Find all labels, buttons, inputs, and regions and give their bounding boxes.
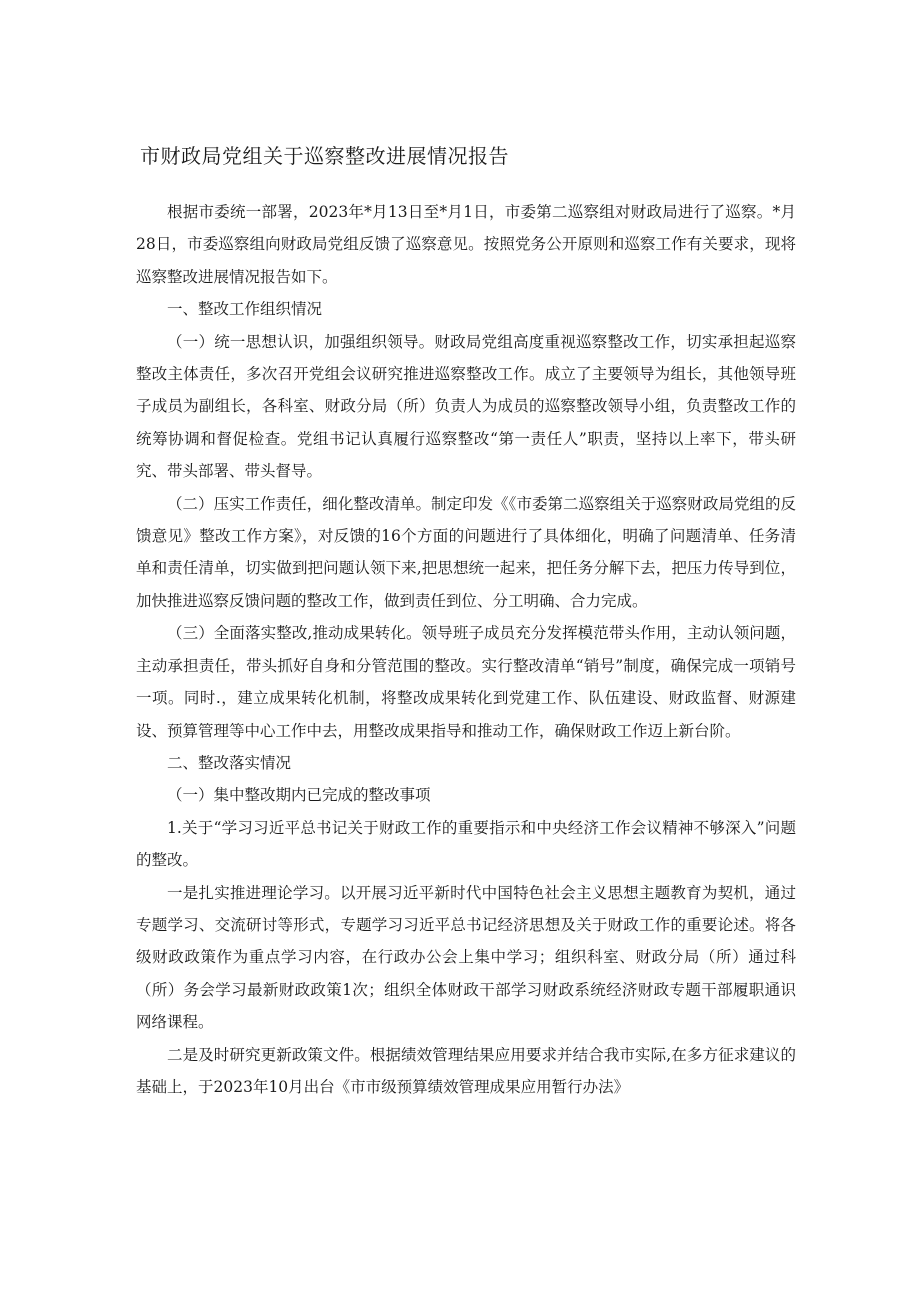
intro-paragraph: 根据市委统一部署，2023年*月13日至*月1日，市委第二巡察组对财政局进行了巡察。*月28日，市委巡察组向财政局党组反馈了巡察意见。按照党务公开原则和巡察工作有关要求，现将巡察整改进展情况报告如下。 xyxy=(136,203,796,286)
section-heading-1: 一、整改工作组织情况 xyxy=(167,300,323,319)
body-paragraph: （一）统一思想认识，加强组织领导。财政局党组高度重视巡察整改工作，切实承担起巡察整改主体责任，多次召开党组会议研究推进巡察整改工作。成立了主要领导为组长，其他领导班子成员为副组长，各科室、财政分局（所）负责人为成员的巡察整改领导小组，负责整改工作的统筹协调和督促检查。党组书记认真履行巡察整改“第一责任人”职责，坚持以上率下，带头研究、带头部署、带头督导。 xyxy=(136,332,796,481)
body-paragraph: 二是及时研究更新政策文件。根据绩效管理结果应用要求并结合我市实际,在多方征求建议的基础上，于2023年10月出台《市市级预算绩效管理成果应用暂行办法》 xyxy=(136,1045,796,1096)
body-paragraph: （二）压实工作责任，细化整改清单。制定印发《《市委第二巡察组关于巡察财政局党组的反馈意见》整改工作方案》，对反馈的16个方面的问题进行了具体细化，明确了问题清单、任务清单和责任清单，切实做到把问题认领下来,把思想统一起来，把任务分解下去，把压力传导到位，加快推进巡察反馈问题的整改工作，做到责任到位、分工明确、合力完成。 xyxy=(136,494,796,610)
document-title: 市财政局党组关于巡察整改进展情况报告 xyxy=(140,144,509,168)
body-paragraph: 一是扎实推进理论学习。以开展习近平新时代中国特色社会主义思想主题教育为契机，通过专题学习、交流研讨等形式，专题学习习近平总书记经济思想及关于财政工作的重要论述。将各级财政政策作为重点学习内容，在行政办公会上集中学习；组织科室、财政分局（所）通过科（所）务会学习最新财政政策1次；组织全体财政干部学习财政系统经济财政专题干部履职通识网络课程。 xyxy=(136,883,796,1032)
section-heading-2: 二、整改落实情况 xyxy=(167,753,292,772)
document-page xyxy=(136,142,796,1103)
subsection-heading: （一）集中整改期内已完成的整改事项 xyxy=(167,786,431,805)
body-paragraph: 1.关于“学习习近平总书记关于财政工作的重要指示和中央经济工作会议精神不够深入”问题的整改。 xyxy=(136,818,796,870)
body-paragraph: （三）全面落实整改,推动成果转化。领导班子成员充分发挥模范带头作用，主动认领问题，主动承担责任，带头抓好自身和分管范围的整改。实行整改清单“销号”制度，确保完成一项销号一项。同时.，建立成果转化机制，将整改成果转化到党建工作、队伍建设、财政监督、财源建设、预算管理等中心工作中去，用整改成果指导和推动工作，确保财政工作迈上新台阶。 xyxy=(136,624,796,740)
